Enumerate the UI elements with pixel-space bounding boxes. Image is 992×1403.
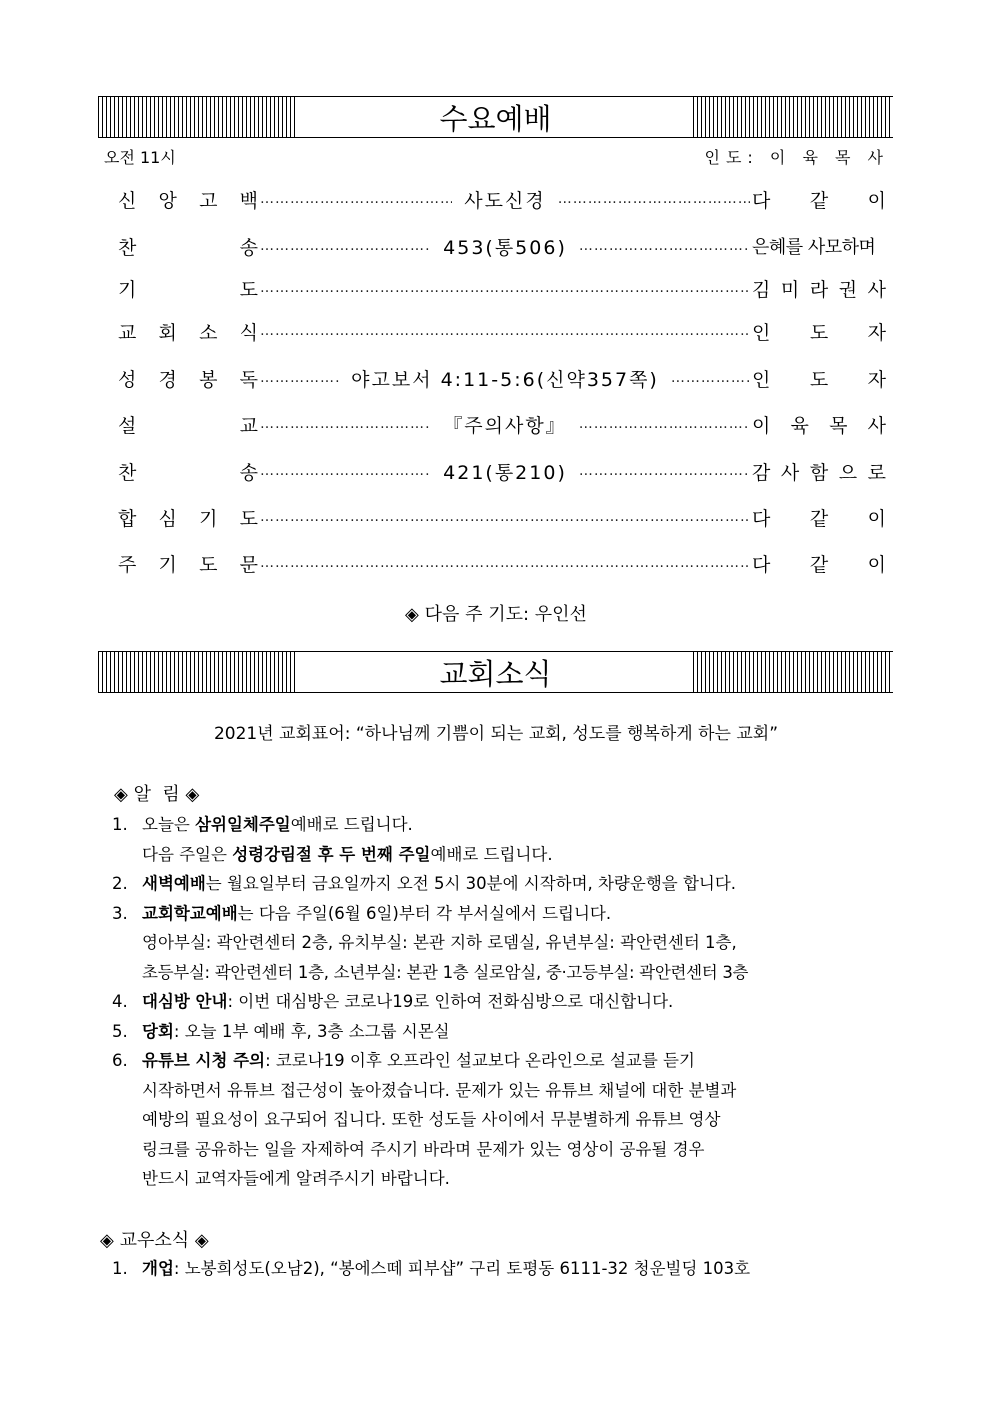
order-item-label: 찬 송 [118, 236, 258, 259]
order-leader-dots [260, 365, 750, 392]
notice-text: : 노봉희성도(오남2), “봉에스떼 피부샵” 구리 토평동 6111-32 청운빌딩 103호 [173, 1259, 751, 1278]
order-row [118, 184, 886, 214]
notice-1 [112, 810, 912, 840]
service-leader: 인도: 이 육 목 사 [704, 148, 889, 167]
order-item-person: 김 미 라 권 사 [752, 278, 886, 301]
order-item-person: 다 같 이 [752, 189, 886, 212]
order-leader-dots [260, 186, 750, 213]
notice-number: 2. [112, 874, 128, 893]
order-item-content: 야고보서 4:11-5:6(신약357쪽) [351, 368, 659, 391]
news-title: 교회소식 [439, 656, 552, 691]
notice-number: 3. [112, 903, 128, 923]
order-item-label: 합 심 기 도 [118, 507, 258, 530]
order-item-label: 기 도 [118, 278, 258, 301]
worship-banner [98, 96, 893, 138]
order-item-label: 주 기 도 문 [118, 553, 258, 576]
notice-emphasis: 대심방 안내 [142, 992, 228, 1011]
service-time: 오전 11시 [104, 148, 176, 167]
church-motto: 2021년 교회표어: “하나님께 기쁨이 되는 교회, 성도를 행복하게 하는 교회” [213, 724, 779, 744]
notice-number: 1. [112, 1259, 128, 1278]
order-leader-dots [260, 280, 750, 296]
notice-text: : 코로나19 이후 오프라인 설교보다 온라인으로 설교를 듣기 [265, 1051, 695, 1070]
notice-number: 1. [112, 815, 128, 834]
notice-emphasis: 교회학교예배 [142, 903, 238, 923]
notice-emphasis: 삼위일체주일 [195, 815, 291, 834]
order-item-label: 설 교 [118, 414, 258, 437]
banner-stripes-left [98, 97, 298, 137]
order-leader-dots [260, 233, 750, 260]
order-item-person: 이 육 목 사 [752, 414, 886, 437]
notice-text: 오늘은 [142, 815, 196, 834]
notices-list [112, 810, 912, 1194]
banner-stripes-right [693, 97, 893, 137]
order-row [118, 363, 886, 393]
order-item-content: 421(통210) [443, 461, 567, 484]
notice-text: 는 다음 주일(6월 6일)부터 각 부서실에서 드립니다. [237, 903, 612, 923]
order-row [118, 456, 886, 486]
order-item-content: 사도신경 [464, 189, 546, 212]
notice-emphasis: 개업 [142, 1259, 174, 1278]
order-item-person: 다 같 이 [752, 553, 886, 576]
worship-title: 수요예배 [439, 101, 552, 136]
order-item-label: 찬 송 [118, 461, 258, 484]
members-news-heading: ◈ 교우소식 ◈ [100, 1230, 209, 1251]
notice-emphasis: 새벽예배 [142, 874, 206, 893]
notice-5 [112, 1017, 912, 1047]
notice-6-line-5: 반드시 교역자들에게 알려주시기 바랍니다. [142, 1169, 450, 1188]
notice-4 [112, 987, 912, 1017]
order-row [118, 231, 886, 261]
order-item-person: 다 같 이 [752, 507, 886, 530]
order-item-label: 신 앙 고 백 [118, 189, 258, 212]
order-item-person: 감 사 함 으 로 [752, 461, 886, 484]
notice-3 [112, 899, 912, 929]
notice-3-rooms-line-1: 영아부실: 곽안련센터 2층, 유치부실: 본관 지하 로뎀실, 유년부실: 곽안련센터 1층, [142, 933, 737, 952]
worship-subhead [104, 145, 889, 167]
notice-emphasis: 성령강림절 후 두 번째 주일 [232, 844, 431, 864]
notice-6-line-2: 시작하면서 유튜브 접근성이 높아졌습니다. 문제가 있는 유튜브 채널에 대한 분별과 [142, 1080, 737, 1100]
notice-text: 예배로 드립니다. [290, 815, 413, 834]
member-news-1 [112, 1254, 912, 1284]
order-item-person: 인 도 자 [752, 368, 886, 391]
notice-emphasis: 당회 [142, 1021, 174, 1041]
order-item-content: 『주의사항』 [443, 414, 567, 437]
next-week-prayer: ◈ 다음 주 기도: 우인선 [405, 604, 587, 625]
notice-number: 4. [112, 992, 128, 1011]
order-row [118, 548, 886, 578]
order-leader-dots [260, 458, 750, 485]
order-item-label: 성 경 봉 독 [118, 368, 258, 391]
notice-number: 6. [112, 1051, 128, 1070]
banner-stripes-right [693, 652, 893, 692]
notice-2 [112, 869, 912, 899]
order-item-label: 교 회 소 식 [118, 321, 258, 344]
news-banner [98, 651, 893, 693]
order-leader-dots [260, 323, 750, 339]
notice-text: : 오늘 1부 예배 후, 3층 소그룹 시몬실 [173, 1021, 450, 1041]
order-item-person: 인 도 자 [752, 321, 886, 344]
notice-text: : 이번 대심방은 코로나19로 인하여 전화심방으로 대신합니다. [227, 992, 674, 1011]
notice-6-line-3: 예방의 필요성이 요구되어 집니다. 또한 성도들 사이에서 무분별하게 유튜브 영상 [142, 1110, 721, 1129]
notice-text: 는 월요일부터 금요일까지 오전 5시 30분에 시작하며, 차량운행을 합니다. [205, 874, 736, 893]
notices-heading: ◈ 알 림 ◈ [114, 784, 200, 805]
order-item-person: 은혜를 사모하며 [752, 237, 876, 258]
notice-1-continued: 다음 주일은 성령강림절 후 두 번째 주일예배로 드립니다. [142, 844, 553, 864]
notice-emphasis: 유튜브 시청 주의 [142, 1051, 266, 1070]
order-row [118, 273, 886, 303]
order-leader-dots [260, 411, 750, 438]
order-leader-dots [260, 509, 750, 525]
order-row [118, 502, 886, 532]
notice-6-line-4: 링크를 공유하는 일을 자제하여 주시기 바라며 문제가 있는 영상이 공유될 경우 [142, 1139, 705, 1159]
order-row [118, 409, 886, 439]
members-news-list [112, 1254, 912, 1284]
order-leader-dots [260, 555, 750, 571]
notice-number: 5. [112, 1021, 128, 1041]
order-item-content: 453(통506) [443, 236, 567, 259]
banner-stripes-left [98, 652, 298, 692]
notice-6 [112, 1046, 912, 1076]
notice-3-rooms-line-2: 초등부실: 곽안련센터 1층, 소년부실: 본관 1층 실로암실, 중·고등부실: 곽안련센터 3층 [142, 962, 749, 982]
order-row [118, 316, 886, 346]
